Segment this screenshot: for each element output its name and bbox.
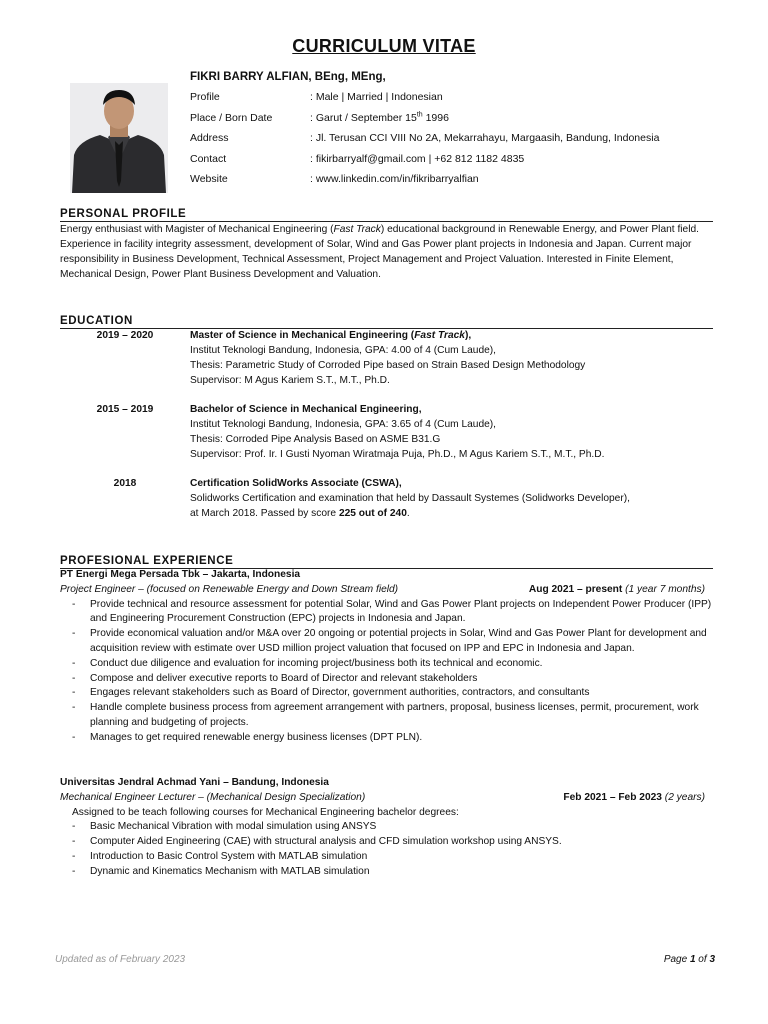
profile-text: Energy enthusiast with Magister of Mechanical Engineering ( — [60, 224, 334, 235]
section-heading-education: EDUCATION — [60, 314, 713, 329]
job-duty: - Computer Aided Engineering (CAE) with structural analysis and CFD simulation workshop using ANSYS. — [60, 835, 715, 850]
job-period: Feb 2021 – Feb 2023 — [563, 791, 662, 803]
updated-note: Updated as of February 2023 — [55, 954, 186, 965]
education-entry — [60, 328, 715, 388]
page-total: 3 — [709, 954, 715, 965]
page-footer — [55, 954, 715, 965]
info-row-contact — [190, 149, 659, 170]
page-current: 1 — [689, 954, 696, 965]
job-role-row — [60, 583, 715, 598]
job-duty: - Basic Mechanical Vibration with modal simulation using ANSYS — [60, 820, 715, 835]
info-row-birth — [190, 108, 659, 129]
profile-text: ) educational background in Renewable Energy, and Power Plant field. Experience in facility integrity assessment, development of Solar, Wind and Gas Power plant projects in Indonesia and Japan. Current major responsibility in Business Development, Technical Assessment, Project Management and Project Valuation. Interested in Finite Element, Mechanical Design, Power Plant Business Development and Valuation. — [60, 224, 699, 280]
job-entry-emp — [60, 568, 715, 746]
info-label: Website — [190, 173, 228, 186]
job-duty: - Engages relevant stakeholders such as Board of Director, government authorities, contractors, and consultants — [60, 686, 715, 701]
info-label: Contact — [190, 152, 227, 165]
job-role: Project Engineer – (focused on Renewable Energy and Down Stream field) — [60, 583, 399, 595]
education-entry — [60, 476, 715, 521]
degree-text-italic: Fast Track — [414, 330, 465, 341]
job-period-wrap — [529, 583, 705, 598]
job-duty: - Provide economical valuation and/or M&A over 20 ongoing or potential projects in Solar, Wind and Gas Power Plant for development and acquisition review with estimate over USD million project valuation that focused on IPP and EPC in Indonesia and Japan. — [60, 627, 715, 657]
education-entry — [60, 402, 715, 462]
info-label: Address — [190, 132, 229, 145]
job-intro: Assigned to be teach following courses for Mechanical Engineering bachelor degrees: — [72, 806, 459, 818]
education-line: Institut Teknologi Bandung, Indonesia, GPA: 3.65 of 4 (Cum Laude), — [190, 419, 497, 430]
education-line: Thesis: Corroded Pipe Analysis Based on ASME B31.G — [190, 434, 441, 445]
education-year: 2019 – 2020 — [96, 330, 154, 341]
profile-photo — [70, 83, 168, 193]
job-duty: - Compose and deliver executive reports to Board of Director and relevant stakeholders — [60, 672, 715, 687]
job-duties — [60, 820, 715, 879]
job-company: Universitas Jendral Achmad Yani – Bandung, Indonesia — [60, 777, 329, 788]
job-role: Mechanical Engineer Lecturer – (Mechanical Design Specialization) — [60, 791, 366, 803]
education-degree — [190, 328, 715, 343]
education-degree: Bachelor of Science in Mechanical Engineering, — [190, 404, 422, 415]
job-company: PT Energi Mega Persada Tbk – Jakarta, Indonesia — [60, 569, 301, 580]
job-duties — [60, 598, 715, 746]
page-label: of — [695, 954, 710, 965]
info-value[interactable]: : fikirbarryalf@gmail.com | +62 812 1182 4835 — [310, 152, 525, 165]
job-period: Aug 2021 – present — [528, 583, 623, 595]
education-list — [60, 328, 715, 521]
info-row-address — [190, 128, 659, 149]
info-label: Place / Born Date — [190, 111, 273, 124]
degree-text: ), — [464, 330, 472, 341]
page-label: Page — [663, 954, 690, 965]
section-heading-profile: PERSONAL PROFILE — [60, 207, 713, 222]
person-name: FIKRI BARRY ALFIAN, BEng, MEng, — [190, 71, 386, 83]
section-heading-experience: PROFESIONAL EXPERIENCE — [60, 554, 713, 569]
education-year: 2015 – 2019 — [96, 404, 154, 415]
job-role-row — [60, 791, 715, 806]
education-line: Institut Teknologi Bandung, Indonesia, GPA: 4.00 of 4 (Cum Laude), — [190, 345, 497, 356]
info-value: : Male | Married | Indonesian — [310, 91, 443, 104]
job-entry-unjani — [60, 776, 715, 880]
job-duration: (1 year 7 months) — [625, 583, 705, 595]
job-duty: - Handle complete business process from agreement arrangement with partners, proposal, business licenses, permit, procurement, work planning and budgeting of projects. — [60, 701, 715, 731]
job-duty: - Dynamic and Kinematics Mechanism with MATLAB simulation — [60, 865, 715, 880]
info-value[interactable]: : www.linkedin.com/in/fikribarryalfian — [310, 173, 479, 186]
job-duration: (2 years) — [664, 791, 705, 803]
header-info — [190, 71, 659, 190]
birth-date-ordinal: th — [416, 111, 423, 119]
birth-year: 1996 — [422, 111, 449, 124]
info-value: : Jl. Terusan CCI VIII No 2A, Mekarrahayu, Margaasih, Bandung, Indonesia — [310, 132, 660, 145]
education-line: Supervisor: M Agus Kariem S.T., M.T., Ph.D. — [190, 375, 390, 386]
profile-text-italic: Fast Track — [333, 224, 381, 235]
education-line — [190, 506, 715, 521]
info-row-website — [190, 169, 659, 190]
info-row-profile — [190, 87, 659, 108]
education-line: Solidworks Certification and examination that held by Dassault Systemes (Solidworks Developer), — [190, 493, 630, 504]
job-duty: - Conduct due diligence and evaluation for incoming project/business both its technical and economic. — [60, 657, 715, 672]
education-degree: Certification SolidWorks Associate (CSWA), — [190, 478, 402, 489]
education-text: . — [406, 508, 410, 519]
document-title: CURRICULUM VITAE — [292, 36, 476, 56]
degree-text: Master of Science in Mechanical Engineering ( — [190, 330, 415, 341]
job-duty: - Manages to get required renewable energy business licenses (DPT PLN). — [60, 731, 715, 746]
job-duty: - Introduction to Basic Control System with MATLAB simulation — [60, 850, 715, 865]
info-value — [310, 112, 449, 124]
education-year: 2018 — [113, 478, 137, 489]
education-line: Thesis: Parametric Study of Corroded Pipe based on Strain Based Design Methodology — [190, 360, 586, 371]
info-label: Profile — [190, 91, 220, 104]
job-period-wrap — [563, 791, 705, 806]
page-number — [664, 954, 715, 965]
education-text: at March 2018. Passed by score — [190, 508, 339, 519]
education-score: 225 out of 240 — [338, 508, 407, 519]
profile-paragraph — [60, 222, 715, 282]
education-line: Supervisor: Prof. Ir. I Gusti Nyoman Wiratmaja Puja, Ph.D., M Agus Kariem S.T., M.T., Ph.D. — [190, 449, 605, 460]
job-duty: - Provide technical and resource assessment for potential Solar, Wind and Gas Power Plant projects on Independent Power Producer (IPP) and Engineering Procurement Construction (EPC) projects in Indonesia and Japan. — [60, 598, 715, 628]
birth-date-text: : Garut / September 15 — [310, 111, 417, 124]
